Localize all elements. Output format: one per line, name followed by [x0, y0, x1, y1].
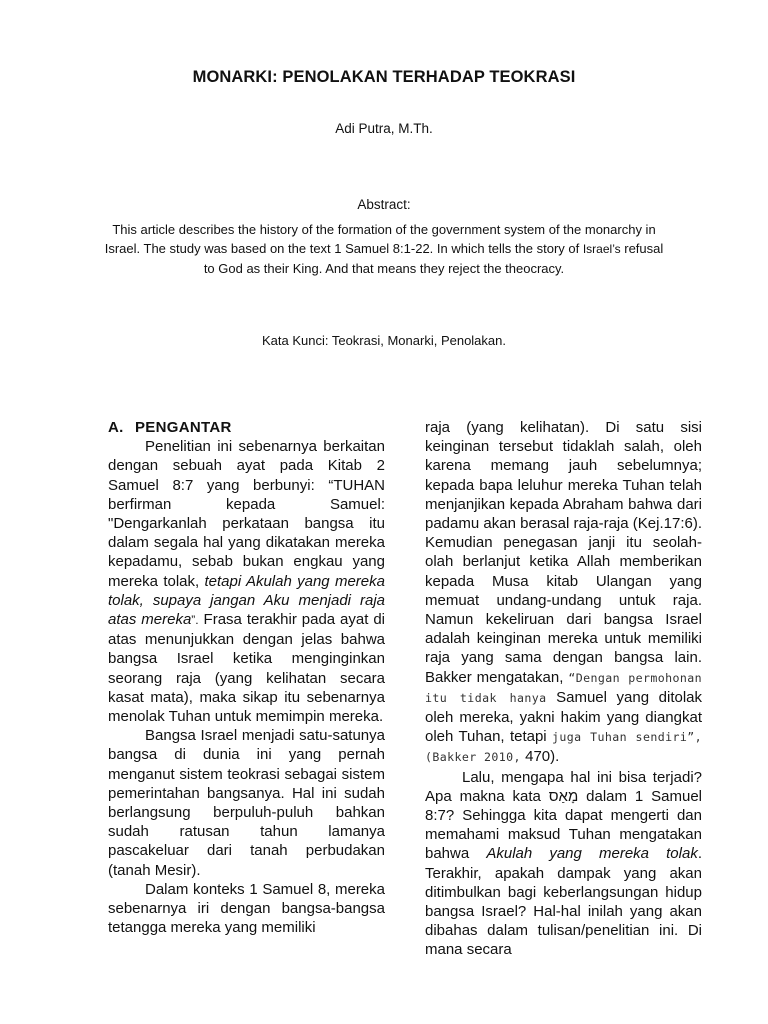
- author-name: Adi Putra, M.Th.: [335, 121, 433, 136]
- abstract-heading: Abstract:: [357, 197, 411, 212]
- abstract-text: This article describes the history of the formation of the government system of the monarchy in Israel. The study was based on the text 1 Samuel 8:1-22. In which tells the story of Israel’s refusal to God as their King. And that means they reject the theocracy.: [104, 222, 664, 276]
- paragraph: raja (yang kelihatan). Di satu sisi keinginan tersebut tidaklah salah, oleh karena memang jauh sebelumnya; kepada bapa leluhur mereka Tuhan telah menjanjikan kepada Abraham bahwa dari padamu akan berasal raja-raja (Kej.17:6). Kemudian penegasan janji itu seolah-olah berlanjut ketika Allah memberikan kepada Musa kitab Ulangan yang memuat undang-undang untuk raja. Namun kekeliruan dari bangsa Israel adalah keinginan mereka untuk memiliki raja yang sama dengan bangsa lain. Bakker mengatakan, “Dengan permohonan itu tidak hanya Samuel yang ditolak oleh mereka, yakni hakim yang diangkat oleh Tuhan, tetapi juga Tuhan sendiri”, (Bakker 2010, 470).: [425, 419, 703, 766]
- paragraph: Bangsa Israel menjadi satu-satunya bangsa di dunia ini yang pernah menganut sistem teokrasi sebagai sistem pemerintahan bangsanya. Hal ini sudah berlangsung berpuluh-puluh bahkan sudah ratusan tahun lamanya pascakeluar dari tanah perbudakan (tanah Mesir).: [108, 727, 385, 879]
- right-column: [425, 418, 702, 960]
- paragraph: Dalam konteks 1 Samuel 8, mereka sebenarnya iri dengan bangsa-bangsa tetangga mereka yang memiliki: [108, 880, 385, 937]
- keywords: Kata Kunci: Teokrasi, Monarki, Penolakan.: [261, 333, 506, 348]
- paragraph: Lalu, mengapa hal ini bisa terjadi? Apa makna kata מָאַס dalam 1 Samuel 8:7? Sehingga kita dapat mengerti dan memahami maksud Tuhan mengatakan bahwa Akulah yang mereka tolak. Terakhir, apakah dampak yang akan ditimbulkan bagi keberlangsungan hidup bangsa Israel? Hal-hal inilah yang akan dibahas dalam tulisan/penelitian ini. Di mana secara: [425, 768, 702, 959]
- hebrew-word: מָאַס: [548, 787, 579, 805]
- paragraph: Penelitian ini sebenarnya berkaitan dengan sebuah ayat pada Kitab 2 Samuel 8:7 yang berbunyi: “TUHAN berfirman kepada Samuel: "Dengarkanlah perkataan bangsa itu dalam segala hal yang dikatakan mereka kepadamu, sebab bukan engkau yang mereka tolak, tetapi Akulah yang mereka tolak, supaya jangan Aku menjadi raja atas mereka”. Frasa terakhir pada ayat di atas menunjukkan dengan jelas bahwa bangsa Israel ketika menginginkan seorang raja (yang kelihatan secara kasat mata), maka sikap itu sebenarnya menolak Tuhan untuk memimpin mereka.: [108, 438, 385, 726]
- left-column: [108, 418, 385, 937]
- paper-title: MONARKI: PENOLAKAN TERHADAP TEOKRASI: [192, 68, 576, 86]
- section-heading: A. PENGANTAR: [108, 419, 232, 436]
